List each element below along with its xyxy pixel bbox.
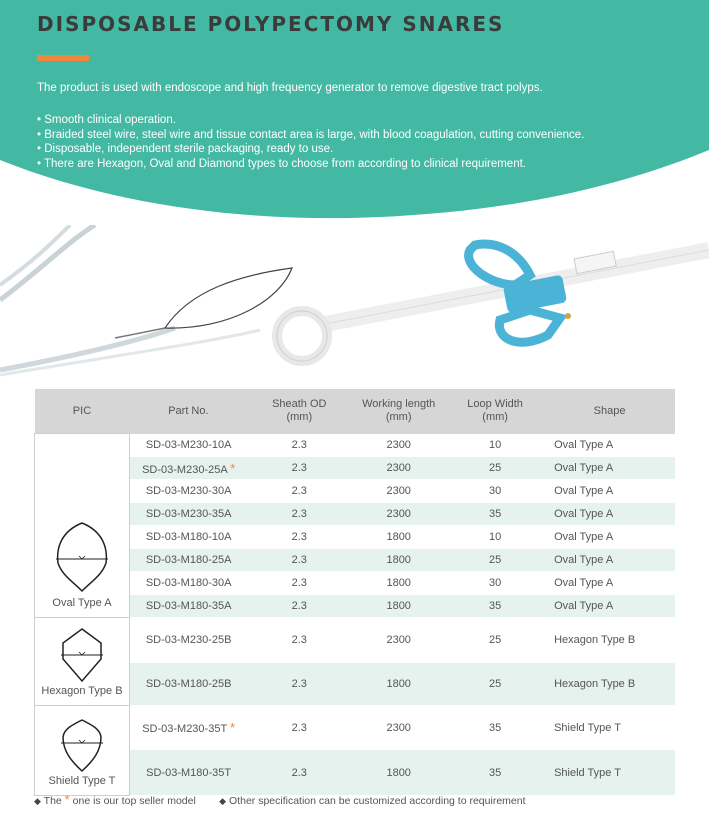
loop-width-cell: 35 — [446, 595, 544, 618]
loop-width-cell: 25 — [446, 549, 544, 572]
shape-cell: Hexagon Type B — [544, 663, 675, 706]
title-accent-bar — [37, 55, 89, 61]
loop-width-cell: 10 — [446, 526, 544, 549]
table-row — [35, 750, 676, 796]
sheath-od-cell: 2.3 — [247, 750, 351, 796]
table-row — [35, 618, 676, 663]
sheath-od-cell: 2.3 — [247, 663, 351, 706]
col-header-shape: Shape — [544, 389, 675, 434]
part-no-cell: SD-03-M230-35T * — [129, 706, 247, 750]
pic-label: Hexagon Type B — [41, 685, 123, 697]
table-row — [35, 595, 676, 618]
oval-loop-icon — [52, 517, 112, 597]
shape-cell: Hexagon Type B — [544, 618, 675, 663]
shape-cell: Shield Type T — [544, 706, 675, 750]
table-row — [35, 706, 676, 750]
shape-cell: Oval Type A — [544, 526, 675, 549]
working-length-cell: 1800 — [351, 595, 446, 618]
col-header-working-length: Working length (mm) — [351, 389, 446, 434]
part-no-cell: SD-03-M180-35A — [129, 595, 247, 618]
working-length-cell: 1800 — [351, 526, 446, 549]
shape-cell: Oval Type A — [544, 595, 675, 618]
part-no-cell: SD-03-M180-25B — [129, 663, 247, 706]
working-length-cell: 2300 — [351, 457, 446, 480]
part-no-cell: SD-03-M230-30A — [129, 480, 247, 503]
loop-width-cell: 30 — [446, 480, 544, 503]
loop-width-cell: 25 — [446, 663, 544, 706]
table-row — [35, 434, 676, 457]
sheath-od-cell: 2.3 — [247, 549, 351, 572]
working-length-cell: 1800 — [351, 750, 446, 796]
part-no-cell: SD-03-M180-35T — [129, 750, 247, 796]
shape-cell: Shield Type T — [544, 750, 675, 796]
col-header-part-no: Part No. — [129, 389, 247, 434]
diamond-bullet-icon: ◆ — [34, 796, 41, 806]
feature-item: • Smooth clinical operation. — [37, 113, 584, 128]
working-length-cell: 2300 — [351, 706, 446, 750]
table-row — [35, 503, 676, 526]
loop-width-cell: 10 — [446, 434, 544, 457]
part-no-cell: SD-03-M180-25A — [129, 549, 247, 572]
pic-cell-shield — [35, 706, 130, 796]
feature-item: • There are Hexagon, Oval and Diamond types to choose from according to clinical requirement. — [37, 157, 584, 172]
feature-item: • Braided steel wire, steel wire and tissue contact area is large, with blood coagulation, cutting convenience. — [37, 128, 584, 143]
working-length-cell: 2300 — [351, 618, 446, 663]
hexagon-loop-icon — [57, 625, 107, 685]
table-header-row — [35, 389, 676, 434]
loop-width-cell: 35 — [446, 706, 544, 750]
loop-width-cell: 35 — [446, 503, 544, 526]
table-row — [35, 526, 676, 549]
spec-table — [34, 389, 675, 796]
shape-cell: Oval Type A — [544, 480, 675, 503]
table-row — [35, 549, 676, 572]
top-seller-star: * — [64, 792, 70, 807]
working-length-cell: 2300 — [351, 434, 446, 457]
table-row — [35, 572, 676, 595]
sheath-od-cell: 2.3 — [247, 480, 351, 503]
part-no-cell: SD-03-M230-25A * — [129, 457, 247, 480]
top-seller-star: * — [230, 720, 236, 735]
loop-width-cell: 35 — [446, 750, 544, 796]
part-no-cell: SD-03-M230-10A — [129, 434, 247, 457]
product-image — [0, 225, 709, 385]
working-length-cell: 2300 — [351, 503, 446, 526]
loop-width-cell: 30 — [446, 572, 544, 595]
shape-cell: Oval Type A — [544, 572, 675, 595]
working-length-cell: 1800 — [351, 572, 446, 595]
sheath-od-cell: 2.3 — [247, 572, 351, 595]
table-row — [35, 663, 676, 706]
footer-note-text: one is our top seller model — [72, 795, 196, 807]
working-length-cell: 1800 — [351, 549, 446, 572]
shape-cell: Oval Type A — [544, 434, 675, 457]
part-no-cell: SD-03-M230-35A — [129, 503, 247, 526]
shield-loop-icon — [57, 715, 107, 775]
shape-cell: Oval Type A — [544, 457, 675, 480]
col-header-sheath-od: Sheath OD (mm) — [247, 389, 351, 434]
col-header-loop-width: Loop Width (mm) — [446, 389, 544, 434]
part-no-cell: SD-03-M230-25B — [129, 618, 247, 663]
loop-width-cell: 25 — [446, 457, 544, 480]
col-header-pic: PIC — [35, 389, 130, 434]
footer-note-text: The — [43, 795, 62, 807]
pic-label: Shield Type T — [48, 775, 116, 787]
part-no-cell: SD-03-M180-30A — [129, 572, 247, 595]
working-length-cell: 1800 — [351, 663, 446, 706]
table-row — [35, 480, 676, 503]
diamond-bullet-icon: ◆ — [219, 796, 227, 806]
intro-text: The product is used with endoscope and high frequency generator to remove digestive tract polyps. — [37, 82, 543, 94]
pic-cell-hexagon — [35, 618, 130, 706]
part-no-cell: SD-03-M180-10A — [129, 526, 247, 549]
sheath-od-cell: 2.3 — [247, 595, 351, 618]
pic-label: Oval Type A — [52, 597, 112, 609]
table-row — [35, 457, 676, 480]
sheath-od-cell: 2.3 — [247, 526, 351, 549]
feature-item: • Disposable, independent sterile packaging, ready to use. — [37, 142, 584, 157]
loop-width-cell: 25 — [446, 618, 544, 663]
sheath-od-cell: 2.3 — [247, 434, 351, 457]
sheath-od-cell: 2.3 — [247, 706, 351, 750]
footer-note-text: Other specification can be customized according to requirement — [229, 795, 526, 807]
feature-list — [37, 113, 584, 171]
top-seller-star: * — [230, 460, 236, 476]
shape-cell: Oval Type A — [544, 503, 675, 526]
page-title: DISPOSABLE POLYPECTOMY SNARES — [37, 12, 505, 36]
pic-cell-oval — [35, 434, 130, 618]
shape-cell: Oval Type A — [544, 549, 675, 572]
working-length-cell: 2300 — [351, 480, 446, 503]
sheath-od-cell: 2.3 — [247, 618, 351, 663]
sheath-od-cell: 2.3 — [247, 503, 351, 526]
sheath-od-cell: 2.3 — [247, 457, 351, 480]
footer-notes — [34, 792, 526, 807]
